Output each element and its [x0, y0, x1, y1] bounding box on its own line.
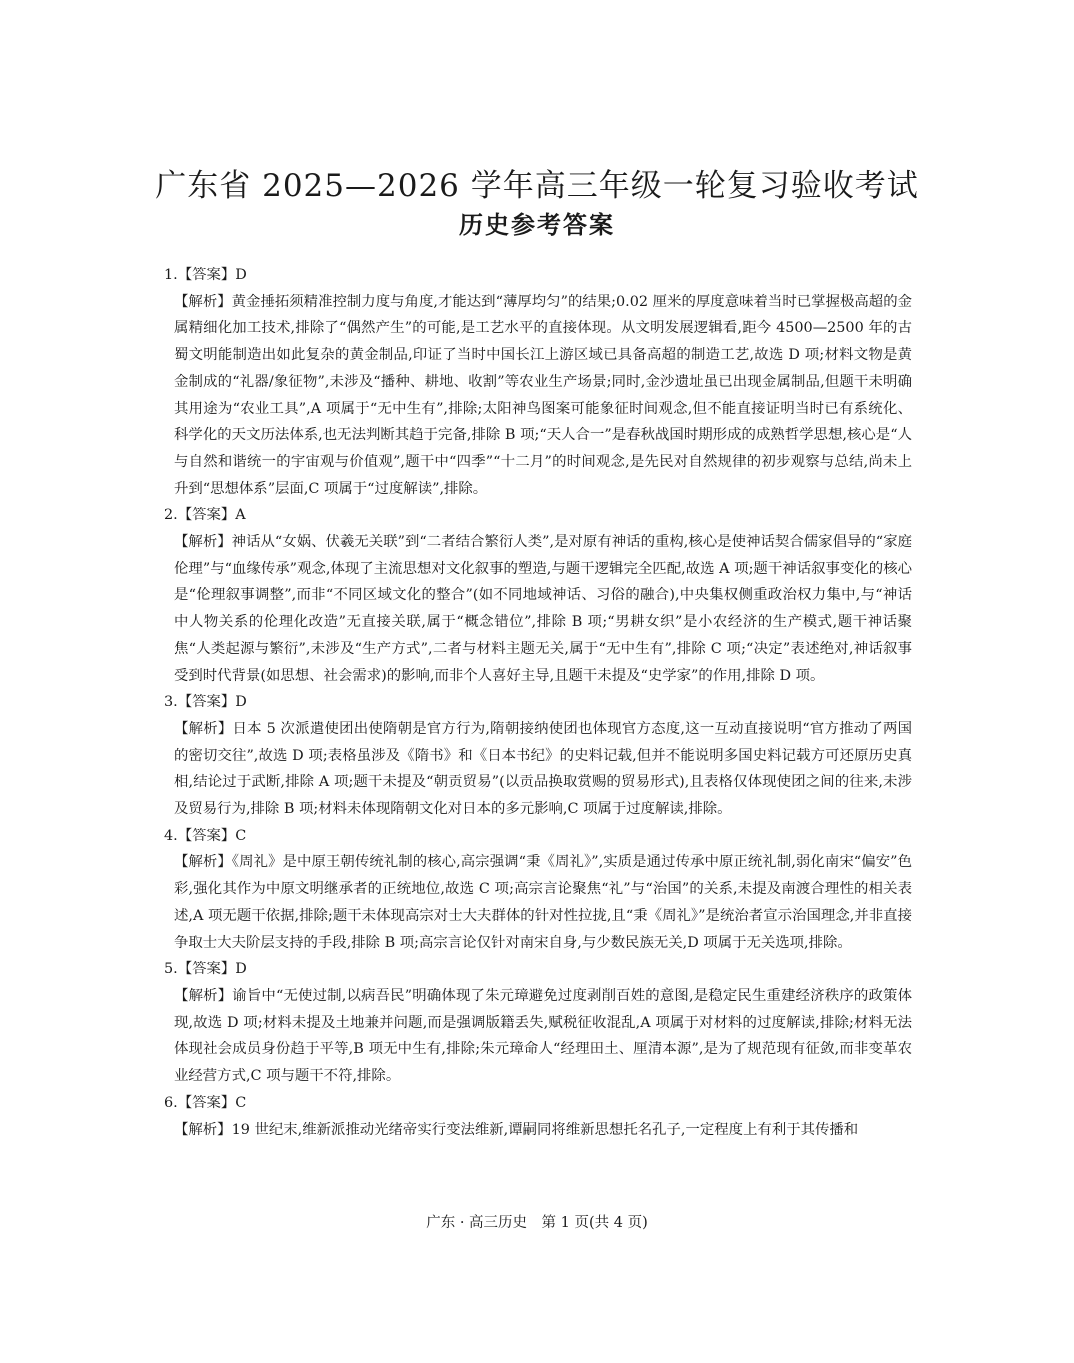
question-answer: 1.【答案】D [164, 267, 247, 283]
question-2 [162, 502, 912, 689]
question-5 [162, 956, 912, 1090]
answer-content [162, 262, 912, 1143]
question-answer: 3.【答案】D [164, 694, 247, 711]
question-6 [162, 1090, 912, 1143]
question-analysis: 【解析】日本 5 次派遣使团出使隋朝是官方行为,隋朝接纳使团也体现官方态度,这一互动直接说明“官方推动了两国的密切交往”,故选 D 项;表格虽涉及《隋书》和《日本书纪》的史料记载,但并不能说明多国史料记载方可还原历史真相,结论过于武断,排除 A 项;题干未提及“朝贡贸易”(以贡品换取赏赐的贸易形式),且表格仅体现使团之间的往来,未涉及贸易行为,排除 B 项;材料未体现隋朝文化对日本的多元影响,C 项属于过度解读,排除。 [174, 720, 912, 818]
question-answer: 6.【答案】C [164, 1094, 247, 1111]
document-subtitle: 历史参考答案 [459, 211, 615, 239]
question-analysis: 【解析】《周礼》是中原王朝传统礼制的核心,高宗强调“秉《周礼》”,实质是通过传承中原正统礼制,弱化南宋“偏安”色彩,强化其作为中原文明继承者的正统地位,故选 C 项;高宗言论聚焦“礼”与“治国”的关系,未提及南渡合理性的相关表述,A 项无题干依据,排除;题干未体现高宗对士大夫群体的针对性拉拢,且“秉《周礼》”是统治者宣示治国理念,并非直接争取士大夫阶层支持的手段,排除 B 项;高宗言论仅针对南宋自身,与少数民族无关,D 项属于无关选项,排除。 [174, 854, 912, 951]
question-3 [162, 689, 912, 823]
question-4 [162, 823, 912, 957]
question-answer: 5.【答案】D [164, 961, 247, 978]
question-analysis: 【解析】19 世纪末,维新派推动光绪帝实行变法维新,谭嗣同将维新思想托名孔子,一定程度上有利于其传播和 [174, 1121, 859, 1138]
page-footer: 广东 · 高三历史 第 1 页(共 4 页) [426, 1215, 648, 1231]
question-analysis: 【解析】黄金捶拓须精准控制力度与角度,才能达到“薄厚均匀”的结果;0.02 厘米的厚度意味着当时已掌握极高超的金属精细化加工技术,排除了“偶然产生”的可能,是工艺水平的直接体现。从文明发展逻辑看,距今 4500—2500 年的古蜀文明能制造出如此复杂的黄金制品,印证了当时中国长江上游区域已具备高超的制造工艺,故选 D 项;材料文物是黄金制成的“礼器/象征物”,未涉及“播种、耕地、收割”等农业生产场景;同时,金沙遗址虽已出现金属制品,但题干未明确其用途为“农业工具”,A 项属于“无中生有”,排除;太阳神鸟图案可能象征时间观念,但不能直接证明当时已有系统化、科学化的天文历法体系,也无法判断其趋于完备,排除 B 项;“天人合一”是春秋战国时期形成的成熟哲学思想,核心是“人与自然和谐统一的宇宙观与价值观”,题干中“四季”“十二月”的时间观念,是先民对自然规律的初步观察与总结,尚未上升到“思想体系”层面,C 项属于“过度解读”,排除。 [174, 293, 912, 497]
question-1 [162, 262, 912, 502]
question-analysis: 【解析】神话从“女娲、伏羲无关联”到“二者结合繁衍人类”,是对原有神话的重构,核心是使神话契合儒家倡导的“家庭伦理”与“血缘传承”观念,体现了主流思想对文化叙事的塑造,与题干逻辑完全匹配,故选 A 项;题干神话叙事变化的核心是“伦理叙事调整”,而非“不同区域文化的整合”(如不同地域神话、习俗的融合),中央集权侧重政治权力集中,与“神话中人物关系的伦理化改造”无直接关联,属于“概念错位”,排除 B 项;“男耕女织”是小农经济的生产模式,题干神话聚焦“人类起源与繁衍”,未涉及“生产方式”,二者与材料主题无关,属于“无中生有”,排除 C 项;“决定”表述绝对,神话叙事受到时代背景(如思想、社会需求)的影响,而非个人喜好主导,且题干未提及“史学家”的作用,排除 D 项。 [174, 534, 912, 684]
question-answer: 2.【答案】A [164, 507, 246, 524]
question-analysis: 【解析】谕旨中“无使过制,以病吾民”明确体现了朱元璋避免过度剥削百姓的意图,是稳定民生重建经济秩序的政策体现,故选 D 项;材料未提及土地兼并问题,而是强调版籍丢失,赋税征收混乱,A 项属于对材料的过度解读,排除;材料无法体现社会成员身份趋于平等,B 项无中生有,排除;朱元璋命人“经理田土、厘清本源”,是为了规范现有征敛,而非变革农业经营方式,C 项与题干不符,排除。 [174, 987, 912, 1085]
document-title: 广东省 2025—2026 学年高三年级一轮复习验收考试 [155, 168, 919, 204]
question-answer: 4.【答案】C [164, 827, 247, 844]
